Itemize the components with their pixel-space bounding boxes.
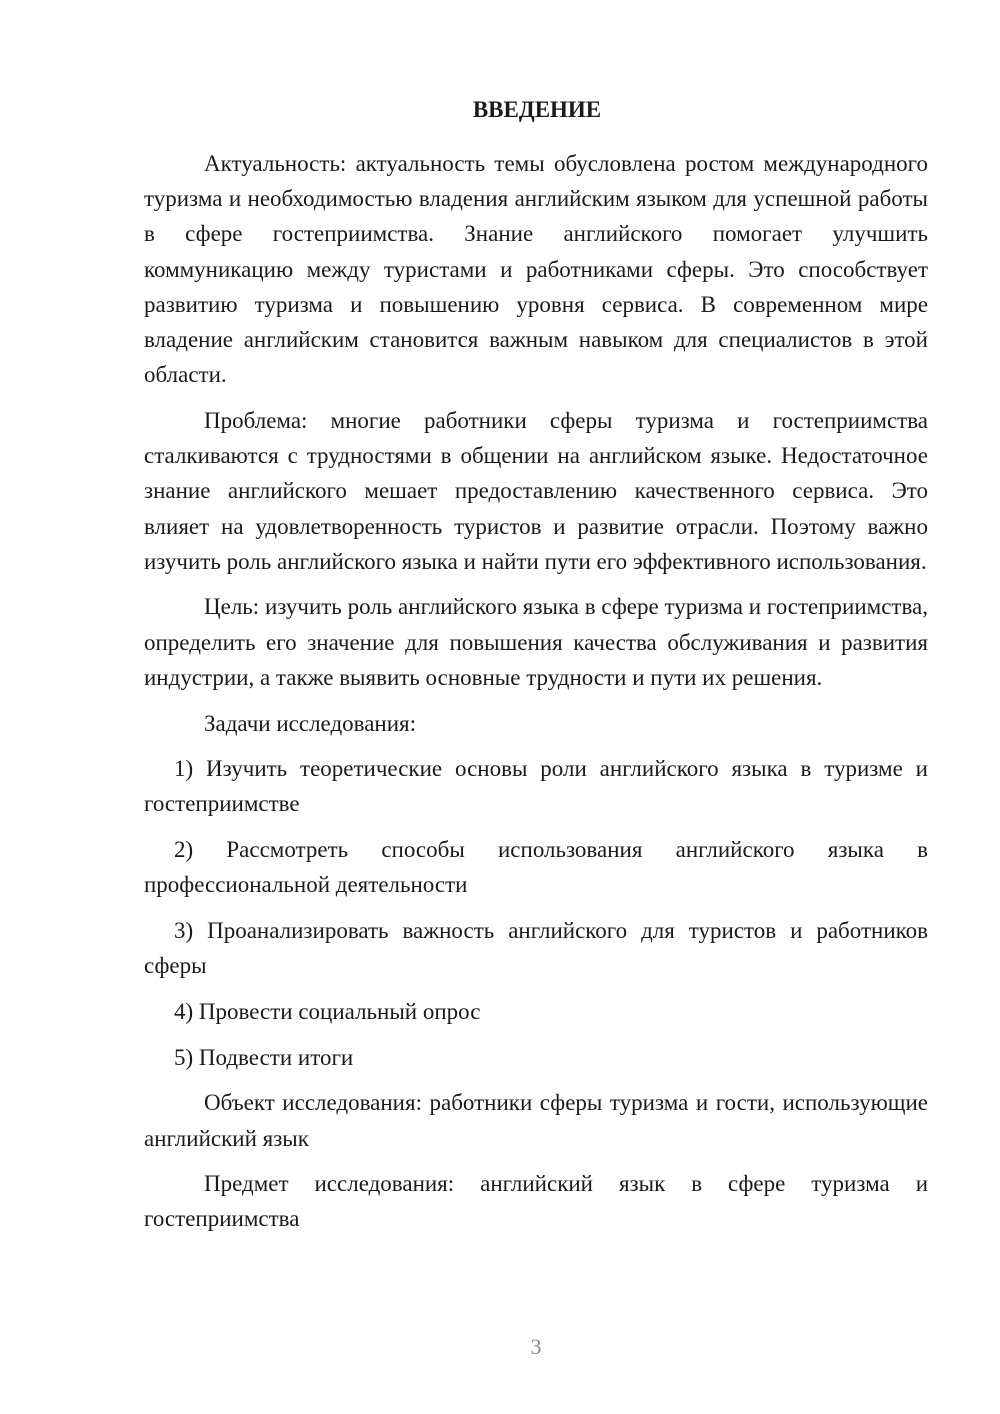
goal-paragraph: Цель: изучить роль английского языка в сфере туризма и гостеприимства, определить его значение для повышения качества обслуживания и развития индустрии, а также выявить основные трудности и пути их решения.: [144, 594, 928, 690]
relevance-paragraph: Актуальность: актуальность темы обусловлена ростом международного туризма и необходимостью владения английским языком для успешной работы в сфере гостеприимства. Знание английского помогает улучшить коммуникацию между туристами и работниками сферы. Это способствует развитию туризма и повышению уровня сервиса. В современном мире владение английским становится важным навыком для специалистов в этой области.: [144, 151, 928, 388]
task-item-4: 4) Провести социальный опрос: [174, 998, 481, 1024]
task-item-3: 3) Проанализировать важность английского для туристов и работников сферы: [144, 918, 928, 979]
page-number: 3: [530, 1334, 542, 1359]
task-item-5: 5) Подвести итоги: [174, 1044, 354, 1070]
section-heading: ВВЕДЕНИЕ: [472, 97, 602, 122]
page-content: [144, 92, 928, 1247]
research-subject-paragraph: Предмет исследования: английский язык в сфере туризма и гостеприимства: [144, 1171, 928, 1232]
task-item-1: 1) Изучить теоретические основы роли английского языка в туризме и гостеприимстве: [144, 756, 928, 817]
research-object-paragraph: Объект исследования: работники сферы туризма и гости, использующие английский язык: [144, 1090, 928, 1151]
task-item-2: 2) Рассмотреть способы использования английского языка в профессиональной деятельности: [144, 837, 928, 898]
tasks-heading: Задачи исследования:: [204, 710, 417, 736]
problem-paragraph: Проблема: многие работники сферы туризма и гостеприимства сталкиваются с трудностями в общении на английском языке. Недостаточное знание английского мешает предоставлению качественного сервиса. Это влияет на удовлетворенность туристов и развитие отрасли. Поэтому важно изучить роль английского языка и найти пути его эффективного использования.: [144, 407, 928, 574]
